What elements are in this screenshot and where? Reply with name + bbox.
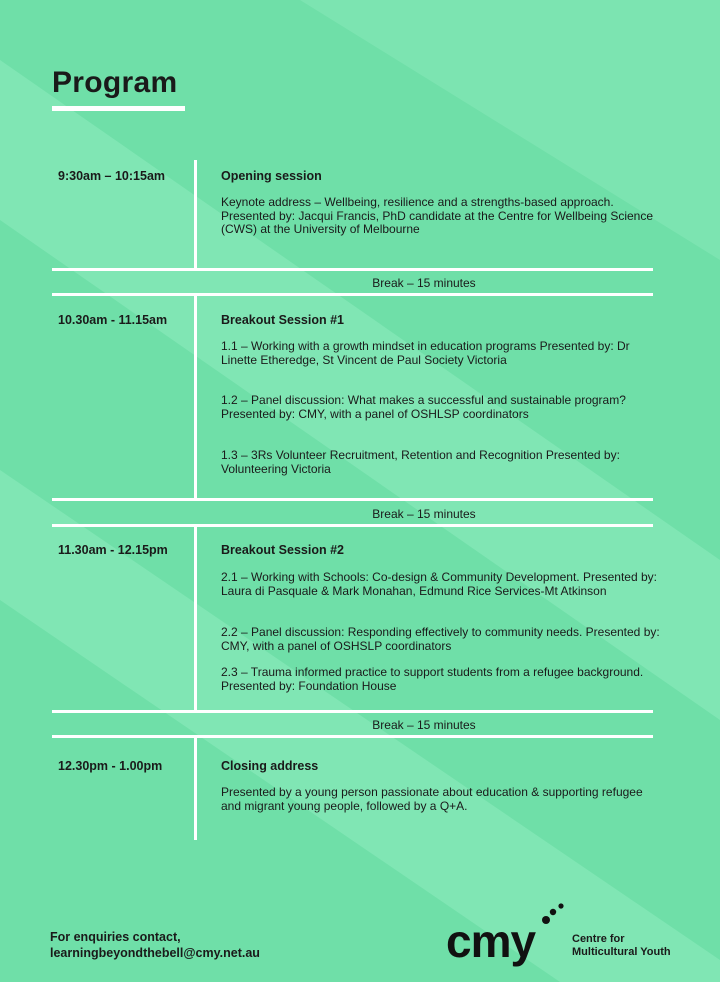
break-label: Break – 15 minutes [372,718,476,732]
timeline-rule [194,294,197,500]
session-item: 2.2 – Panel discussion: Responding effectively to community needs. Presented by: CMY, with a panel of OSHSLP coordinators [221,625,660,653]
timeline-rule [194,526,197,712]
divider [52,293,653,296]
divider [52,524,653,527]
break-label: Break – 15 minutes [372,276,476,290]
session-item: 1.1 – Working with a growth mindset in education programs Presented by: Dr Linette Etheredge, St Vincent de Paul Society Victoria [221,339,630,367]
session-time: 9:30am – 10:15am [58,169,166,183]
session-time: 12.30pm - 1.00pm [58,759,163,773]
cmy-logo-wordmark: cmy [446,915,536,967]
session-item: Keynote address – Wellbeing, resilience and a strengths-based approach. Presented by: Jacqui Francis, PhD candidate at the Centre for Wellbeing Science (CWS) at the University of Melbourne [221,195,654,237]
session-item: 2.1 – Working with Schools: Co-design & Community Development. Presented by: Laura di Pasquale & Mark Monahan, Edmund Rice Services-Mt Atkinson [221,570,657,598]
session-title: Opening session [221,169,322,183]
enquiries-contact [50,930,260,961]
session-title: Breakout Session #2 [221,543,344,557]
contact-label: For enquiries contact, [50,930,181,944]
logo-subtitle [572,933,671,959]
session-title: Breakout Session #1 [221,313,344,327]
session-item: Presented by a young person passionate about education & supporting refugee and migrant young people, followed by a Q+A. [221,785,643,813]
session-item: 2.3 – Trauma informed practice to support students from a refugee background. Presented by: Foundation House [221,665,644,693]
cmy-logo-dots-icon [538,900,568,930]
logo-line-2: Multicultural Youth [572,946,671,958]
divider [52,710,653,713]
session-title: Closing address [221,759,319,773]
contact-email-link[interactable]: learningbeyondthebell@cmy.net.au [50,945,260,960]
session-time: 10.30am - 11.15am [58,313,168,327]
page-title: Program [52,66,185,111]
divider [52,268,653,271]
session-time: 11.30am - 12.15pm [58,543,168,557]
session-item: 1.2 – Panel discussion: What makes a successful and sustainable program? Presented by: CMY, with a panel of OSHLSP coordinators [221,393,626,421]
logo-line-1: Centre for [572,933,625,945]
session-item: 1.3 – 3Rs Volunteer Recruitment, Retention and Recognition Presented by: Volunteering Victoria [221,448,620,476]
divider [52,498,653,501]
break-label: Break – 15 minutes [372,507,476,521]
timeline-rule [194,736,197,840]
divider [52,735,653,738]
timeline-rule [194,160,197,270]
